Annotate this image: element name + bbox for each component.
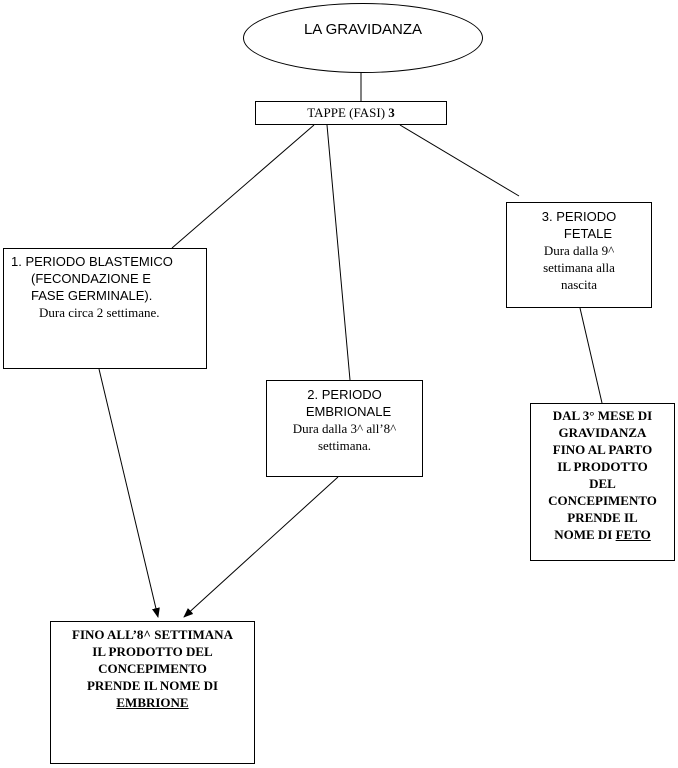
- period3-box: [506, 202, 652, 308]
- feto-note-line3: FINO AL PARTO: [552, 442, 653, 457]
- stages-count: 3: [388, 105, 395, 120]
- period1-heading-line3: FASE GERMINALE).: [31, 288, 153, 303]
- feto-note-line4: IL PRODOTTO: [557, 459, 648, 474]
- feto-note-line8: [531, 526, 674, 543]
- period3-duration-line1: Dura dalla 9^: [543, 243, 615, 258]
- feto-note-line1: DAL 3° MESE DI: [552, 408, 653, 423]
- period3-heading-line2: FETALE: [563, 226, 613, 241]
- embrione-note-line3: CONCEPIMENTO: [98, 661, 207, 676]
- period2-heading-line2: EMBRIONALE: [305, 404, 392, 419]
- period3-duration-line3: nascita: [560, 277, 598, 292]
- period1-heading-line1: 1. PERIODO BLASTEMICO: [11, 254, 173, 269]
- feto-note-line2: GRAVIDANZA: [558, 425, 647, 440]
- connector-stages-to-period3: [400, 125, 519, 196]
- period1-heading-line2: (FECONDAZIONE E: [31, 271, 151, 286]
- connector-period3-to-feto: [580, 308, 602, 403]
- feto-note-box: [530, 403, 675, 561]
- diagram-title: LA GRAVIDANZA: [303, 21, 423, 38]
- period1-box: [3, 248, 207, 369]
- feto-note-line7: PRENDE IL: [567, 510, 638, 525]
- arrow-period1-to-embrione: [99, 369, 158, 617]
- period3-heading-line1: 3. PERIODO: [541, 209, 617, 224]
- period1-duration: Dura circa 2 settimane.: [39, 305, 160, 320]
- embrione-term: EMBRIONE: [116, 695, 189, 710]
- embrione-note-box: [50, 621, 255, 764]
- arrow-period2-to-embrione: [184, 477, 338, 617]
- title-ellipse: [243, 3, 483, 73]
- feto-note-line6: CONCEPIMENTO: [548, 493, 657, 508]
- stages-label: TAPPE (FASI): [307, 105, 386, 120]
- feto-note-line5: DEL: [589, 476, 616, 491]
- embrione-note-line4: PRENDE IL NOME DI: [86, 678, 219, 693]
- feto-term: FETO: [615, 527, 651, 542]
- period2-duration-line2: settimana.: [317, 438, 372, 453]
- connector-stages-to-period2: [327, 125, 350, 380]
- stages-box: [255, 101, 447, 125]
- connector-stages-to-period1: [172, 125, 314, 248]
- embrione-note-line1: FINO ALL’8^ SETTIMANA: [72, 627, 233, 642]
- feto-note-prefix: NOME DI: [554, 527, 616, 542]
- period2-heading-line1: 2. PERIODO: [307, 387, 382, 402]
- period2-duration-line1: Dura dalla 3^ all’8^: [292, 421, 397, 436]
- period3-duration-line2: settimana alla: [543, 260, 615, 275]
- embrione-note-line2: IL PRODOTTO DEL: [92, 644, 213, 659]
- period2-box: [266, 380, 423, 477]
